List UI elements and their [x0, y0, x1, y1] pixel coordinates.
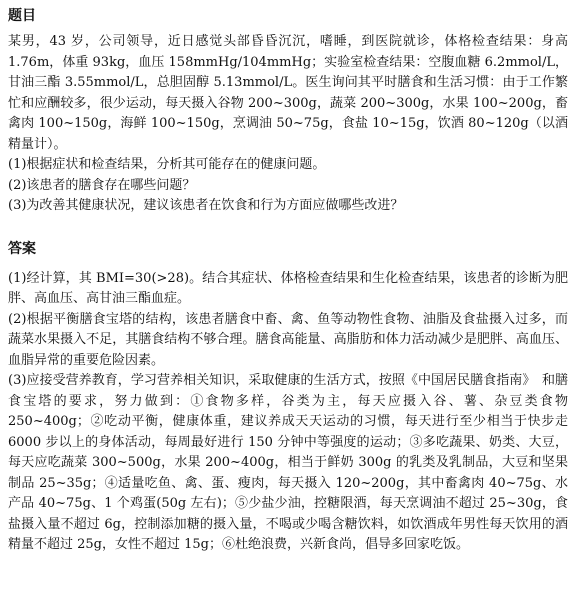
answer-item-3: (3)应接受营养教育，学习营养相关知识，采取健康的生活方式，按照《中国居民膳食指南》 和膳食宝塔的要求，努力做到：①食物多样，谷类为主，每天应摄入谷、薯、杂豆类食物 250~400g；②吃动平衡，健康体重，建议养成天天运动的习惯，每天进行至少相当于快步走 6000 步以上的身体活动，每周最好进行 150 分钟中等强度的运动；③多吃蔬果、奶类、大豆，每天应吃蔬菜 300~500g，水果 200~400g，相当于鲜奶 300g 的乳类及乳制品，大豆和坚果制品 25~35g；④适量吃鱼、禽、蛋、瘦肉，每天摄入 120~200g，其中畜禽肉 40~75g、水产品 40~75g、1 个鸡蛋(50g 左右)；⑤少盐少油，控糖限酒，每天烹调油不超过 25~30g，食盐摄入量不超过 6g，控制添加糖的摄入量，不喝或少喝含糖饮料，如饮酒成年男性每天饮用的酒精量不超过 25g，女性不超过 15g；⑥杜绝浪费，兴新食尚，倡导多回家吃饭。	[8, 373, 568, 552]
answer-body	[8, 269, 568, 556]
question-section	[8, 6, 568, 217]
question-stem: 某男，43 岁，公司领导，近日感觉头部昏昏沉沉，嗜睡，到医院就诊，体格检查结果：身高 1.76m，体重 93kg，血压 158mmHg/104mmHg；实验室检查结果：空腹血糖 6.2mmol/L，甘油三酯 3.55mmol/L，总胆固醇 5.13mmol/L。医生询问其平时膳食和生活习惯：由于工作繁忙和应酬较多，很少运动，每天摄入谷物 200~300g，蔬菜 200~300g，水果 100~200g，畜禽肉 100~150g，海鲜 100~150g，烹调油 50~75g，食盐 10~15g，饮酒 80~120g（以酒精量计）。	[8, 34, 568, 152]
question-body	[8, 32, 568, 217]
question-item-1: (1)根据症状和检查结果，分析其可能存在的健康问题。	[8, 157, 326, 172]
answer-section	[8, 239, 568, 556]
answer-heading: 答案	[8, 240, 36, 257]
question-item-3: (3)为改善其健康状况，建议该患者在饮食和行为方面应做哪些改进？	[8, 198, 404, 213]
section-spacer	[8, 217, 568, 239]
question-item-2: (2)该患者的膳食存在哪些问题？	[8, 177, 196, 193]
answer-item-2: (2)根据平衡膳食宝塔的结构，该患者膳食中畜、禽、鱼等动物性食物、油脂及食盐摄入过多，而蔬菜水果摄入不足，其膳食结构不够合理。膳食高能量、高脂肪和体力活动减少是肥胖、高血压、血脂异常的重要危险因素。	[8, 311, 568, 368]
question-heading: 题目	[8, 8, 36, 24]
answer-item-1: (1)经计算，其 BMI=30(>28)。结合其症状、体格检查结果和生化检查结果，该患者的诊断为肥胖、高血压、高甘油三酯血症。	[8, 270, 568, 306]
